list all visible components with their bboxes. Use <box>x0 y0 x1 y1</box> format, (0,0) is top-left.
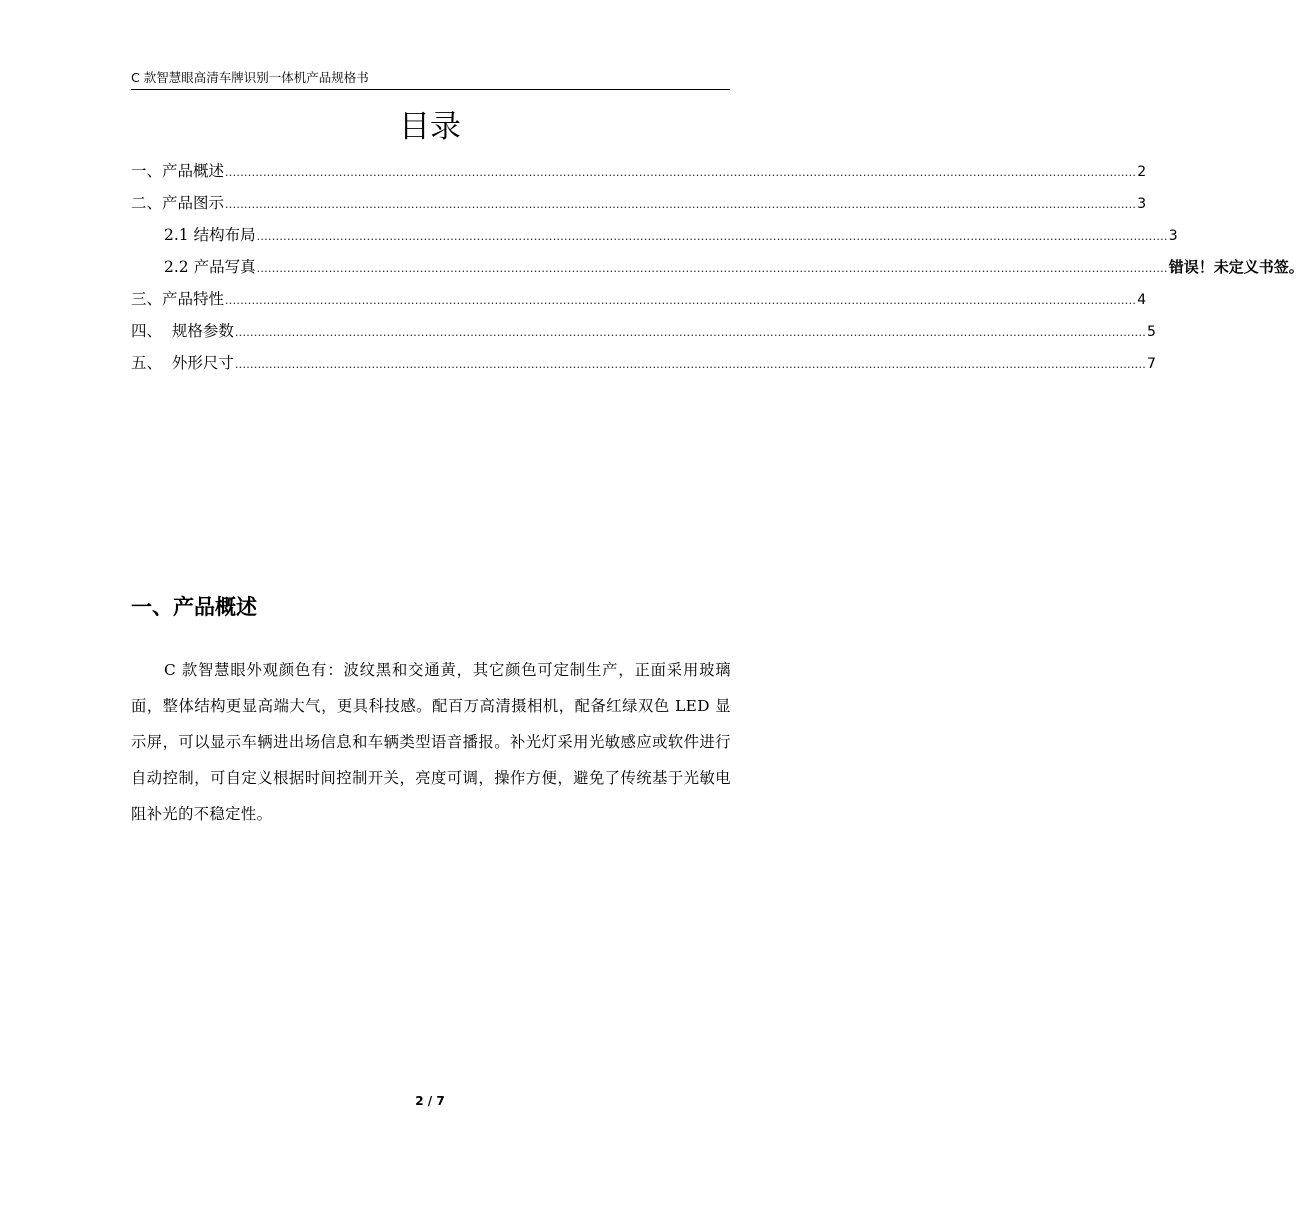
table-of-contents <box>131 156 1304 380</box>
page-number: 2 / 7 <box>415 1094 445 1108</box>
toc-entry-page: 7 <box>1147 356 1156 372</box>
toc-title: 目录 <box>399 109 461 145</box>
toc-entry-page: 3 <box>1168 228 1178 244</box>
toc-entry-label: 三、产品特性 <box>131 290 225 308</box>
toc-entry-dimensions[interactable] <box>131 348 1156 380</box>
toc-entry-page: 4 <box>1137 292 1147 308</box>
toc-entry-product-overview[interactable] <box>131 156 1147 188</box>
toc-entry-structure-layout[interactable] <box>131 220 1178 252</box>
toc-entry-product-photo[interactable] <box>131 252 1304 284</box>
toc-dot-leader: ................................................................................................................................................................................................................................................ <box>256 230 1168 243</box>
toc-entry-label: 二、产品图示 <box>131 194 225 212</box>
toc-bookmark-error: 错误！未定义书签。 <box>1168 258 1304 276</box>
toc-entry-label: 2.2 产品写真 <box>164 258 256 276</box>
toc-entry-product-illustration[interactable] <box>131 188 1147 220</box>
toc-dot-leader: ................................................................................................................................................................................................................................................ <box>225 294 1137 307</box>
toc-entry-label: 2.1 结构布局 <box>164 226 256 244</box>
toc-dot-leader: ................................................................................................................................................................................................................................................ <box>225 166 1137 179</box>
toc-entry-specifications[interactable] <box>131 316 1156 348</box>
toc-dot-leader: ................................................................................................................................................................................................................................................ <box>234 326 1147 339</box>
toc-entry-label: 五、 外形尺寸 <box>131 354 234 372</box>
toc-dot-leader: ................................................................................................................................................................................................................................................ <box>225 198 1137 211</box>
toc-entry-label: 一、产品概述 <box>131 162 225 180</box>
toc-entry-product-features[interactable] <box>131 284 1147 316</box>
toc-entry-page: 2 <box>1137 164 1147 180</box>
toc-dot-leader: ................................................................................................................................................................................................................................................ <box>234 358 1147 371</box>
toc-dot-leader: ................................................................................................................................................................................................................................................ <box>256 262 1168 275</box>
toc-entry-page: 5 <box>1147 324 1156 340</box>
toc-entry-page: 3 <box>1137 196 1147 212</box>
section-heading: 一、产品概述 <box>131 595 257 619</box>
toc-entry-label: 四、 规格参数 <box>131 322 234 340</box>
body-paragraph: C 款智慧眼外观颜色有：波纹黑和交通黄，其它颜色可定制生产，正面采用玻璃面，整体结构更显高端大气，更具科技感。配百万高清摄相机，配备红绿双色 LED 显示屏，可以显示车辆进出场信息和车辆类型语音播报。补光灯采用光敏感应或软件进行自动控制，可自定义根据时间控制开关，亮度可调，操作方便，避免了传统基于光敏电阻补光的不稳定性。 <box>131 661 731 823</box>
running-header: C 款智慧眼高清车牌识别一体机产品规格书 <box>131 70 730 90</box>
